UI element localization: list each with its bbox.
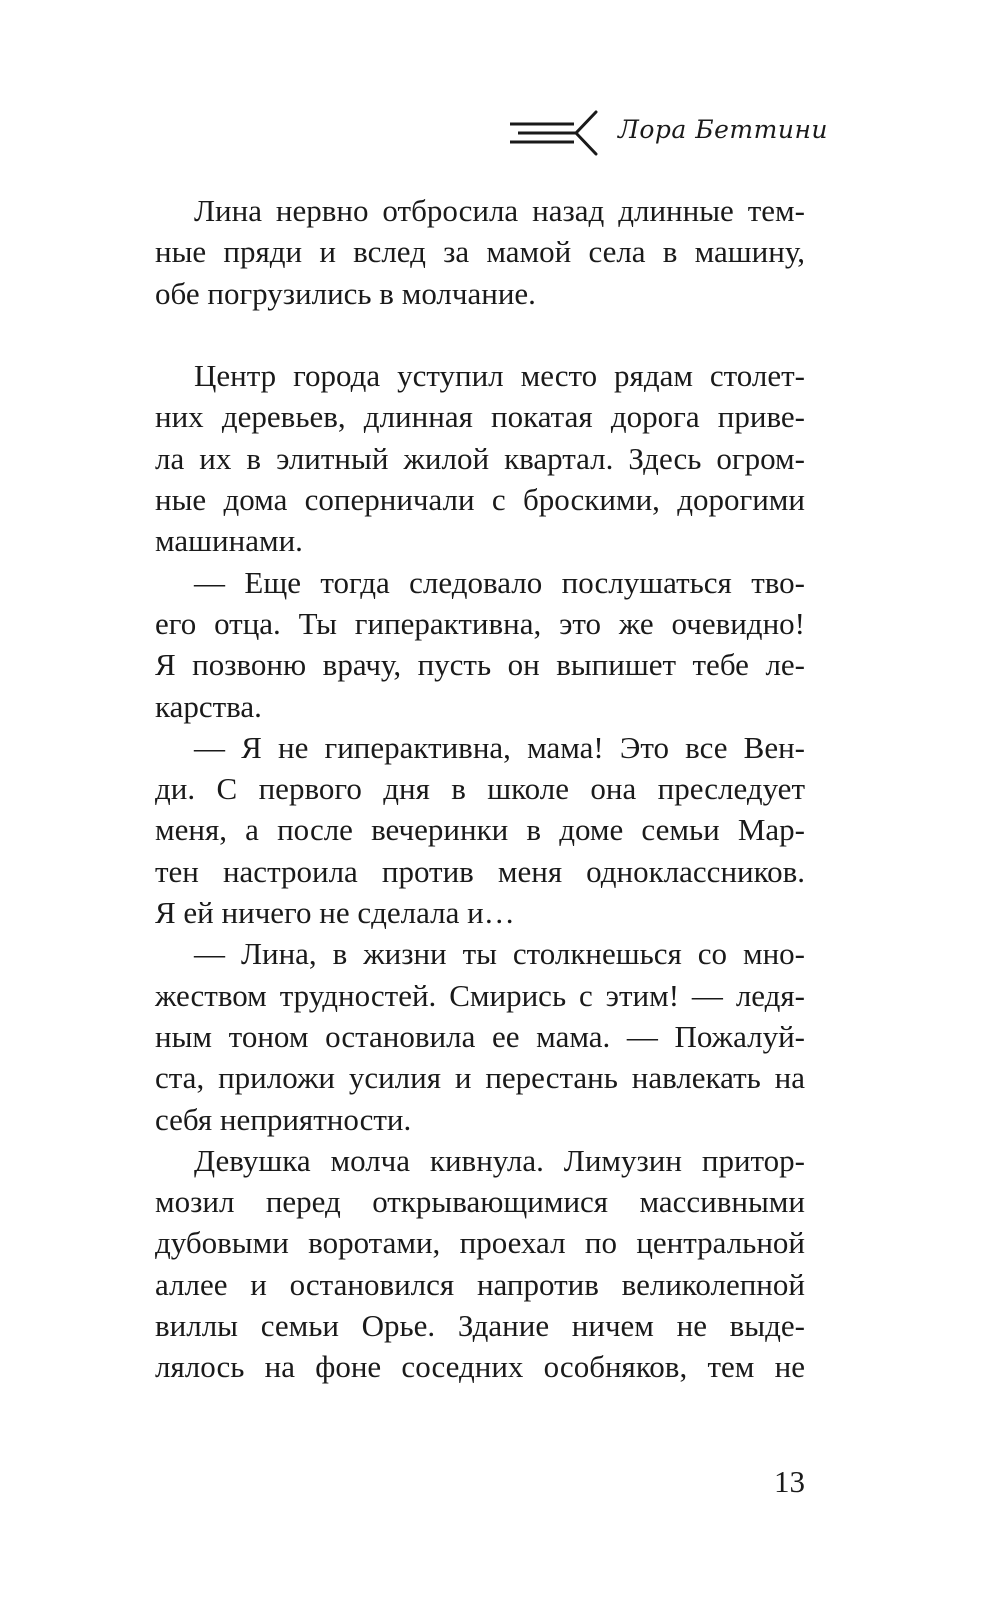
text-line: Я ей ничего не сделала и… — [155, 895, 515, 931]
text-line: ста, приложи усилия и перестань навлекать на — [155, 1060, 805, 1096]
text-line: — Лина, в жизни ты столкнешься со мно- — [194, 936, 805, 972]
text-line: них деревьев, длинная покатая дорога приве- — [155, 399, 805, 435]
text-line: обе погрузились в молчание. — [155, 275, 536, 311]
body-text — [155, 190, 805, 1388]
running-header — [510, 110, 829, 156]
paragraph-gap — [155, 314, 805, 355]
text-line: машинами. — [155, 523, 303, 559]
text-line: мозил перед открывающимися массивными — [155, 1184, 805, 1220]
text-line: — Я не гиперактивна, мама! Это все Вен- — [194, 729, 805, 765]
text-line: дубовыми воротами, проехал по центральной — [155, 1225, 805, 1261]
text-line: карства. — [155, 688, 262, 724]
text-line: меня, а после вечеринки в доме семьи Мар- — [155, 812, 805, 848]
arrow-lines-icon — [510, 110, 602, 156]
text-line: себя неприятности. — [155, 1101, 412, 1137]
text-line: жеством трудностей. Смирись с этим! — ледя- — [155, 977, 805, 1013]
running-header-author: Лора Беттини — [618, 115, 829, 144]
text-line: Я позвоню врачу, пусть он выпишет тебе ле- — [155, 647, 805, 683]
text-line: Центр города уступил место рядам столет- — [194, 358, 805, 394]
page-number: 13 — [774, 1464, 805, 1499]
text-line: ди. С первого дня в школе она преследует — [155, 771, 805, 807]
text-line: лялось на фоне соседних особняков, тем не — [155, 1349, 805, 1385]
text-line: ла их в элитный жилой квартал. Здесь огром- — [155, 440, 805, 476]
text-line: ные пряди и вслед за мамой села в машину, — [155, 234, 805, 270]
text-line: аллее и остановился напротив великолепной — [155, 1266, 805, 1302]
text-line: — Еще тогда следовало послушаться тво- — [194, 564, 805, 600]
text-line: Лина нервно отбросила назад длинные тем- — [194, 193, 805, 228]
text-line: ные дома соперничали с броскими, дорогими — [155, 482, 805, 518]
text-line: его отца. Ты гиперактивна, это же очевидно! — [155, 605, 805, 641]
text-line: ным тоном остановила ее мама. — Пожалуй- — [155, 1018, 805, 1054]
text-line: Девушка молча кивнула. Лимузин притор- — [194, 1142, 805, 1178]
text-line: тен настроила против меня одноклассников. — [155, 853, 805, 889]
text-line: виллы семьи Орье. Здание ничем не выде- — [155, 1308, 805, 1344]
